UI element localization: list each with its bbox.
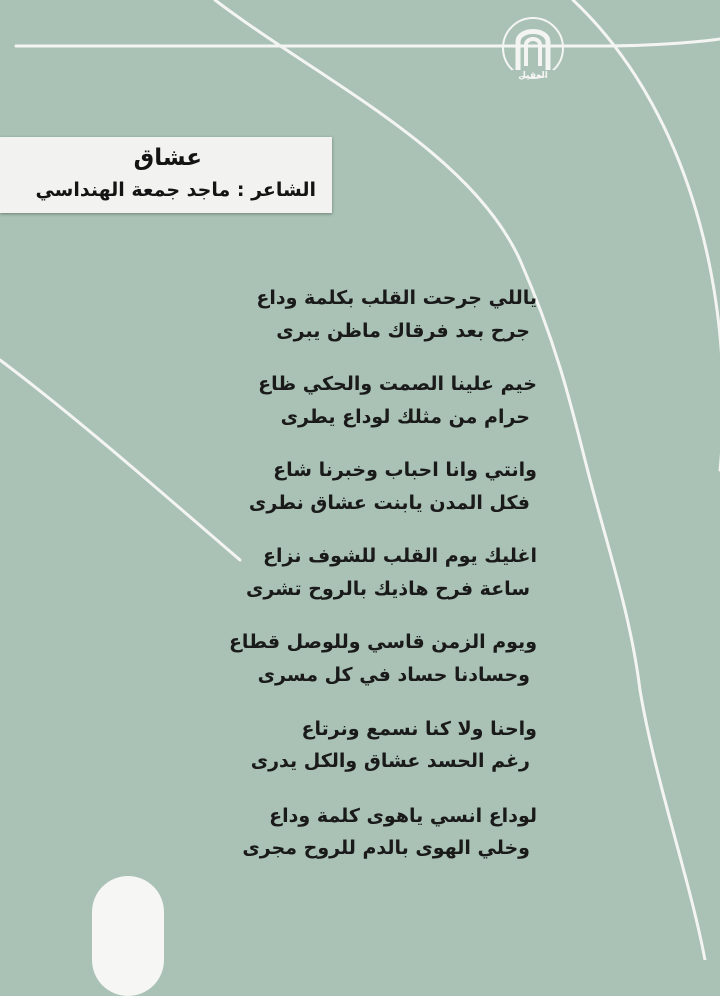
poem-line: وحسادنا حساد في كل مسرى (257, 664, 530, 686)
poem-line: جرح بعد فرقاك ماظن يبرى (276, 320, 530, 342)
poem-line: واحنا ولا كنا نسمع ونرتاع (301, 718, 537, 740)
poem-line: خيم علينا الصمت والحكي ظاع (258, 373, 537, 395)
poem-line: ساعة فرح هاذيك بالروح تشرى (245, 578, 530, 600)
poem-line: ويوم الزمن قاسي وللوصل قطاع (228, 631, 537, 653)
decorative-pill-shape (92, 876, 164, 996)
poem-line: لوداع انسي ياهوى كلمة وداع (269, 805, 537, 827)
poem-line: رغم الحسد عشاق والكل يدرى (250, 750, 530, 772)
poem-line: حرام من مثلك لوداع يطرى (280, 406, 530, 428)
poem-line: اغليك يوم القلب للشوف نزاع (263, 545, 537, 567)
poem-title: عشاق (133, 145, 202, 171)
poem-line: وخلي الهوى بالدم للروح مجرى (242, 837, 530, 859)
poem-line: وانتي وانا احباب وخبرنا شاع (273, 459, 537, 481)
poem-line: ياللي جرحت القلب بكلمة وداع (256, 287, 537, 309)
logo-text: العقيل (518, 71, 548, 81)
poem-line: فكل المدن يابنت عشاق نطرى (248, 492, 530, 514)
poet-name: الشاعر : ماجد جمعة الهنداسي (35, 179, 316, 201)
